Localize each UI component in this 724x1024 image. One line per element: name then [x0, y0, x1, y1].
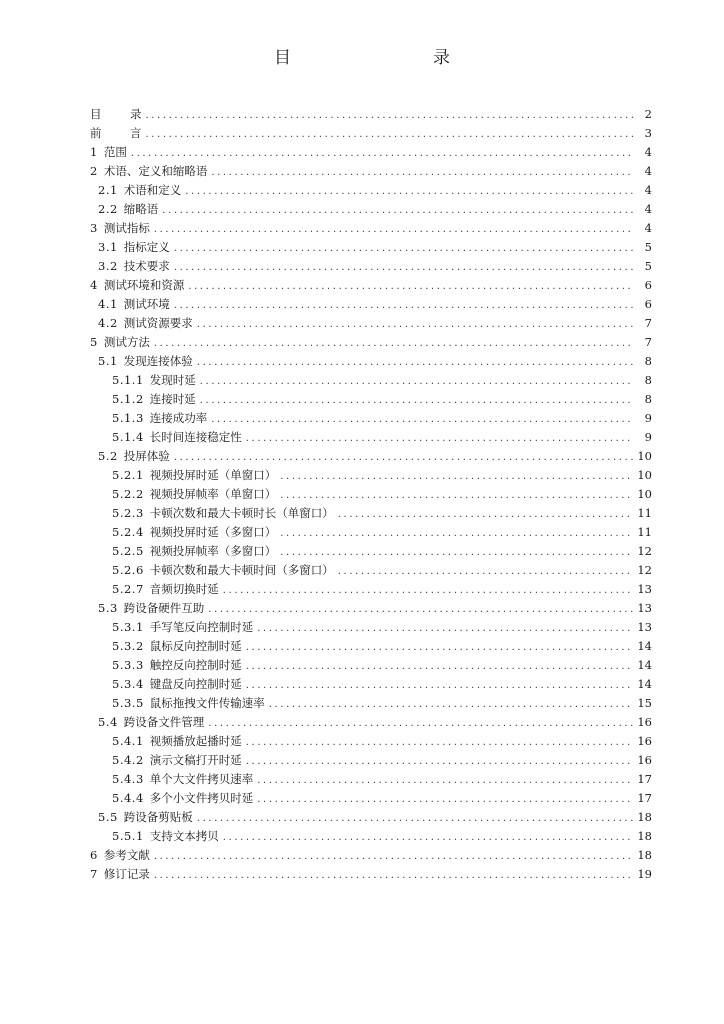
dot-leader: [174, 258, 634, 277]
toc-entry-label: [90, 105, 142, 124]
toc-entry-number: 6: [90, 848, 98, 862]
toc-entry-number: 5.2.4: [112, 525, 144, 539]
toc-entry-text: 录: [130, 107, 142, 121]
toc-entry-text: 发现连接体验: [123, 354, 193, 368]
dot-leader: [208, 600, 633, 619]
toc-entry[interactable]: [90, 827, 652, 846]
dot-leader: [246, 429, 634, 448]
toc-entry[interactable]: [90, 599, 652, 618]
toc-entry-label: [98, 238, 170, 257]
toc-entry-number: 5.2.6: [112, 563, 144, 577]
toc-entry-page-number: 2: [644, 107, 652, 121]
toc-entry-label: [112, 770, 253, 789]
toc-entry-label: [90, 143, 127, 162]
toc-entry-number: 5.3.5: [112, 696, 144, 710]
toc-entry-text: 演示文稿打开时延: [149, 753, 242, 767]
dot-leader: [280, 486, 633, 505]
toc-entry[interactable]: [90, 295, 652, 314]
dot-leader: [146, 106, 635, 125]
toc-entry-label: [112, 504, 334, 523]
toc-entry[interactable]: [90, 105, 652, 124]
toc-entry-page-number: 19: [637, 867, 652, 881]
toc-entry-text: 指标定义: [123, 240, 170, 254]
toc-entry-number: 5.3.4: [112, 677, 144, 691]
toc-entry[interactable]: [90, 200, 652, 219]
toc-entry-number: 4.2: [98, 316, 118, 330]
dot-leader: [200, 391, 634, 410]
toc-entry-number: 5.4.3: [112, 772, 144, 786]
toc-entry[interactable]: [90, 485, 652, 504]
toc-entry[interactable]: [90, 751, 652, 770]
toc-entry-label: [98, 447, 170, 466]
toc-entry-page-number: 16: [637, 734, 652, 748]
toc-entry-text: 鼠标反向控制时延: [149, 639, 242, 653]
toc-entry-number: 5.1.1: [112, 373, 144, 387]
dot-leader: [223, 828, 634, 847]
toc-entry-page-number: 4: [644, 164, 652, 178]
toc-entry-number: 5.4: [98, 715, 118, 729]
toc-entry-number: 5.2: [98, 449, 118, 463]
toc-entry-label: [90, 162, 207, 181]
toc-entry-text: 测试资源要求: [123, 316, 193, 330]
toc-entry-label: [112, 656, 242, 675]
toc-entry-label: [112, 789, 253, 808]
toc-entry-text: 键盘反向控制时延: [149, 677, 242, 691]
toc-entry-text: 视频播放起播时延: [149, 734, 242, 748]
toc-entry-number: 5.3.3: [112, 658, 144, 672]
toc-entry[interactable]: [90, 409, 652, 428]
toc-entry-text: 参考文献: [103, 848, 150, 862]
toc-entry-text: 连接成功率: [149, 411, 208, 425]
toc-entry[interactable]: [90, 314, 652, 333]
toc-entry[interactable]: [90, 219, 652, 238]
dot-leader: [197, 353, 634, 372]
dot-leader: [146, 125, 635, 144]
toc-entry-number: 5.2.7: [112, 582, 144, 596]
toc-entry[interactable]: [90, 333, 652, 352]
toc-entry-page-number: 16: [637, 715, 652, 729]
toc-entry-text: 投屏体验: [123, 449, 170, 463]
toc-entry[interactable]: [90, 618, 652, 637]
dot-leader: [154, 866, 634, 885]
toc-entry-label: [98, 713, 204, 732]
toc-entry-page-number: 4: [644, 183, 652, 197]
toc-entry[interactable]: [90, 466, 652, 485]
toc-entry-number: 前: [90, 126, 102, 140]
toc-entry[interactable]: [90, 713, 652, 732]
toc-entry-text: 卡顿次数和最大卡顿时长（单窗口）: [149, 506, 334, 520]
dot-leader: [280, 524, 633, 543]
toc-entry[interactable]: [90, 675, 652, 694]
toc-entry[interactable]: [90, 694, 652, 713]
toc-entry-page-number: 18: [637, 848, 652, 862]
toc-entry-number: 2: [90, 164, 98, 178]
toc-entry-number: 目: [90, 107, 102, 121]
toc-entry-text: 视频投屏帧率（单窗口）: [149, 487, 277, 501]
toc-entry[interactable]: [90, 789, 652, 808]
toc-entry[interactable]: [90, 504, 652, 523]
toc-entry-number: 5.1.3: [112, 411, 144, 425]
toc-entry-text: 跨设备硬件互助: [123, 601, 205, 615]
toc-entry-label: [98, 200, 158, 219]
toc-entry-label: [112, 751, 242, 770]
toc-entry-number: 1: [90, 145, 98, 159]
toc-entry-page-number: 13: [637, 582, 652, 596]
toc-entry-label: [112, 675, 242, 694]
toc-entry-label: [112, 466, 276, 485]
toc-entry-number: 5.2.5: [112, 544, 144, 558]
toc-entry-label: [90, 846, 150, 865]
dot-leader: [188, 277, 634, 296]
toc-entry[interactable]: [90, 257, 652, 276]
toc-entry-label: [112, 580, 219, 599]
toc-entry[interactable]: [90, 770, 652, 789]
toc-entry-number: 5.4.2: [112, 753, 144, 767]
toc-entry[interactable]: [90, 637, 652, 656]
dot-leader: [200, 372, 634, 391]
toc-entry-label: [112, 523, 276, 542]
toc-entry-text: 跨设备剪贴板: [123, 810, 193, 824]
toc-entry-page-number: 11: [637, 506, 652, 520]
toc-entry-label: [98, 295, 170, 314]
dot-leader: [211, 410, 634, 429]
dot-leader: [257, 790, 633, 809]
toc-entry-text: 术语和定义: [123, 183, 182, 197]
dot-leader: [338, 562, 634, 581]
toc-entry-number: 2.2: [98, 202, 118, 216]
toc-entry-page-number: 16: [637, 753, 652, 767]
toc-entry-text: 触控反向控制时延: [149, 658, 242, 672]
dot-leader: [280, 543, 633, 562]
toc-entry-page-number: 10: [637, 487, 652, 501]
toc-entry-number: 5.1: [98, 354, 118, 368]
toc-entry-number: 5.3: [98, 601, 118, 615]
toc-entry-text: 视频投屏时延（多窗口）: [149, 525, 277, 539]
toc-entry-text: 修订记录: [103, 867, 150, 881]
toc-entry-page-number: 10: [637, 449, 652, 463]
dot-leader: [197, 315, 634, 334]
toc-entry[interactable]: [90, 428, 652, 447]
toc-entry-page-number: 12: [637, 563, 652, 577]
toc-entry-label: [112, 428, 242, 447]
dot-leader: [154, 334, 634, 353]
dot-leader: [197, 809, 634, 828]
toc-entry-text: 视频投屏时延（单窗口）: [149, 468, 277, 482]
toc-entry-page-number: 5: [644, 259, 652, 273]
toc-entry-text: 测试环境和资源: [103, 278, 185, 292]
toc-entry-number: 5: [90, 335, 98, 349]
toc-entry-text: 单个大文件拷贝速率: [149, 772, 254, 786]
toc-entry-page-number: 4: [644, 202, 652, 216]
toc-entry-text: 缩略语: [123, 202, 159, 216]
page-title: 目 录: [274, 48, 486, 68]
dot-leader: [246, 638, 634, 657]
toc-entry-page-number: 9: [644, 430, 652, 444]
toc-entry[interactable]: [90, 276, 652, 295]
toc-entry-page-number: 4: [644, 221, 652, 235]
toc-entry-label: [112, 371, 196, 390]
toc-entry-number: 3.2: [98, 259, 118, 273]
toc-entry-label: [98, 808, 193, 827]
toc-entry-page-number: 18: [637, 829, 652, 843]
toc-entry-page-number: 7: [644, 335, 652, 349]
dot-leader: [246, 733, 634, 752]
toc-entry-label: [112, 485, 276, 504]
toc-entry-page-number: 17: [637, 791, 652, 805]
toc-entry-page-number: 8: [644, 373, 652, 387]
toc-entry[interactable]: [90, 732, 652, 751]
toc-entry-label: [112, 637, 242, 656]
dot-leader: [246, 676, 634, 695]
toc-entry-label: [98, 314, 193, 333]
toc-entry-number: 5.4.1: [112, 734, 144, 748]
toc-entry-page-number: 6: [644, 278, 652, 292]
toc-entry[interactable]: [90, 561, 652, 580]
toc-entry[interactable]: [90, 580, 652, 599]
toc-entry-page-number: 14: [637, 658, 652, 672]
toc-entry-text: 鼠标拖拽文件传输速率: [149, 696, 265, 710]
toc-entry-number: 3.1: [98, 240, 118, 254]
toc-entry-number: 4: [90, 278, 98, 292]
toc-entry[interactable]: [90, 124, 652, 143]
toc-entry-label: [112, 409, 207, 428]
dot-leader: [174, 296, 634, 315]
toc-entry[interactable]: [90, 371, 652, 390]
dot-leader: [154, 220, 634, 239]
toc-entry-label: [90, 219, 150, 238]
toc-entry-page-number: 10: [637, 468, 652, 482]
table-of-contents: [90, 105, 652, 884]
dot-leader: [246, 752, 634, 771]
toc-entry-number: 2.1: [98, 183, 118, 197]
toc-entry-label: [98, 599, 204, 618]
toc-entry-label: [112, 694, 265, 713]
toc-entry-page-number: 7: [644, 316, 652, 330]
toc-entry-number: 5.2.3: [112, 506, 144, 520]
toc-entry[interactable]: [90, 865, 652, 884]
toc-entry-label: [98, 257, 170, 276]
toc-entry-label: [98, 181, 181, 200]
dot-leader: [280, 467, 633, 486]
toc-entry-label: [98, 352, 193, 371]
toc-entry-label: [112, 732, 242, 751]
toc-entry[interactable]: [90, 846, 652, 865]
toc-entry-text: 长时间连接稳定性: [149, 430, 242, 444]
dot-leader: [223, 581, 634, 600]
toc-entry-text: 测试指标: [103, 221, 150, 235]
dot-leader: [174, 239, 634, 258]
toc-entry-label: [112, 618, 253, 637]
toc-entry-text: 测试环境: [123, 297, 170, 311]
toc-entry-text: 范围: [103, 145, 127, 159]
toc-entry-label: [90, 124, 142, 143]
dot-leader: [131, 144, 634, 163]
toc-entry-label: [112, 390, 196, 409]
toc-entry-number: 5.3.2: [112, 639, 144, 653]
toc-entry-text: 发现时延: [149, 373, 196, 387]
toc-entry-number: 5.4.4: [112, 791, 144, 805]
dot-leader: [174, 448, 634, 467]
toc-entry-label: [90, 865, 150, 884]
toc-entry-text: 视频投屏帧率（多窗口）: [149, 544, 277, 558]
toc-entry-page-number: 14: [637, 639, 652, 653]
toc-entry-page-number: 5: [644, 240, 652, 254]
dot-leader: [246, 657, 634, 676]
toc-entry-text: 卡顿次数和最大卡顿时间（多窗口）: [149, 563, 334, 577]
toc-entry-number: 5.3.1: [112, 620, 144, 634]
toc-entry-number: 7: [90, 867, 98, 881]
toc-entry-label: [112, 561, 334, 580]
toc-entry-page-number: 8: [644, 392, 652, 406]
toc-entry-text: 跨设备文件管理: [123, 715, 205, 729]
dot-leader: [338, 505, 634, 524]
toc-entry-page-number: 17: [637, 772, 652, 786]
toc-entry[interactable]: [90, 523, 652, 542]
toc-entry[interactable]: [90, 181, 652, 200]
dot-leader: [211, 163, 634, 182]
toc-entry-number: 5.1.2: [112, 392, 144, 406]
toc-entry-page-number: 13: [637, 601, 652, 615]
toc-entry-page-number: 14: [637, 677, 652, 691]
toc-entry-number: 5.5: [98, 810, 118, 824]
toc-entry-label: [90, 333, 150, 352]
toc-entry-page-number: 12: [637, 544, 652, 558]
toc-entry-page-number: 15: [637, 696, 652, 710]
toc-entry-text: 音频切换时延: [149, 582, 219, 596]
dot-leader: [154, 847, 634, 866]
toc-entry[interactable]: [90, 143, 652, 162]
toc-entry-text: 连接时延: [149, 392, 196, 406]
toc-entry[interactable]: [90, 542, 652, 561]
toc-entry-number: 5.2.2: [112, 487, 144, 501]
toc-entry-page-number: 18: [637, 810, 652, 824]
toc-entry-page-number: 3: [644, 126, 652, 140]
toc-entry-page-number: 11: [637, 525, 652, 539]
toc-entry-text: 支持文本拷贝: [149, 829, 219, 843]
toc-entry-text: 言: [130, 126, 142, 140]
dot-leader: [208, 714, 633, 733]
dot-leader: [185, 182, 634, 201]
toc-entry-number: 4.1: [98, 297, 118, 311]
toc-entry[interactable]: [90, 656, 652, 675]
toc-entry-label: [112, 827, 219, 846]
toc-entry-text: 技术要求: [123, 259, 170, 273]
toc-entry[interactable]: [90, 238, 652, 257]
toc-entry-page-number: 9: [644, 411, 652, 425]
toc-entry-number: 5.2.1: [112, 468, 144, 482]
toc-entry[interactable]: [90, 447, 652, 466]
toc-entry-text: 术语、定义和缩略语: [103, 164, 208, 178]
toc-entry-text: 测试方法: [103, 335, 150, 349]
toc-entry[interactable]: [90, 808, 652, 827]
dot-leader: [162, 201, 634, 220]
toc-entry-text: 手写笔反向控制时延: [149, 620, 254, 634]
toc-entry-label: [90, 276, 184, 295]
toc-entry-page-number: 13: [637, 620, 652, 634]
toc-entry-number: 5.1.4: [112, 430, 144, 444]
toc-entry-label: [112, 542, 276, 561]
toc-entry[interactable]: [90, 352, 652, 371]
toc-entry-page-number: 8: [644, 354, 652, 368]
dot-leader: [257, 619, 633, 638]
toc-entry-page-number: 4: [644, 145, 652, 159]
toc-entry-number: 5.5.1: [112, 829, 144, 843]
dot-leader: [257, 771, 633, 790]
toc-entry-text: 多个小文件拷贝时延: [149, 791, 254, 805]
toc-entry-page-number: 6: [644, 297, 652, 311]
toc-entry[interactable]: [90, 390, 652, 409]
toc-entry-number: 3: [90, 221, 98, 235]
dot-leader: [269, 695, 634, 714]
toc-entry[interactable]: [90, 162, 652, 181]
